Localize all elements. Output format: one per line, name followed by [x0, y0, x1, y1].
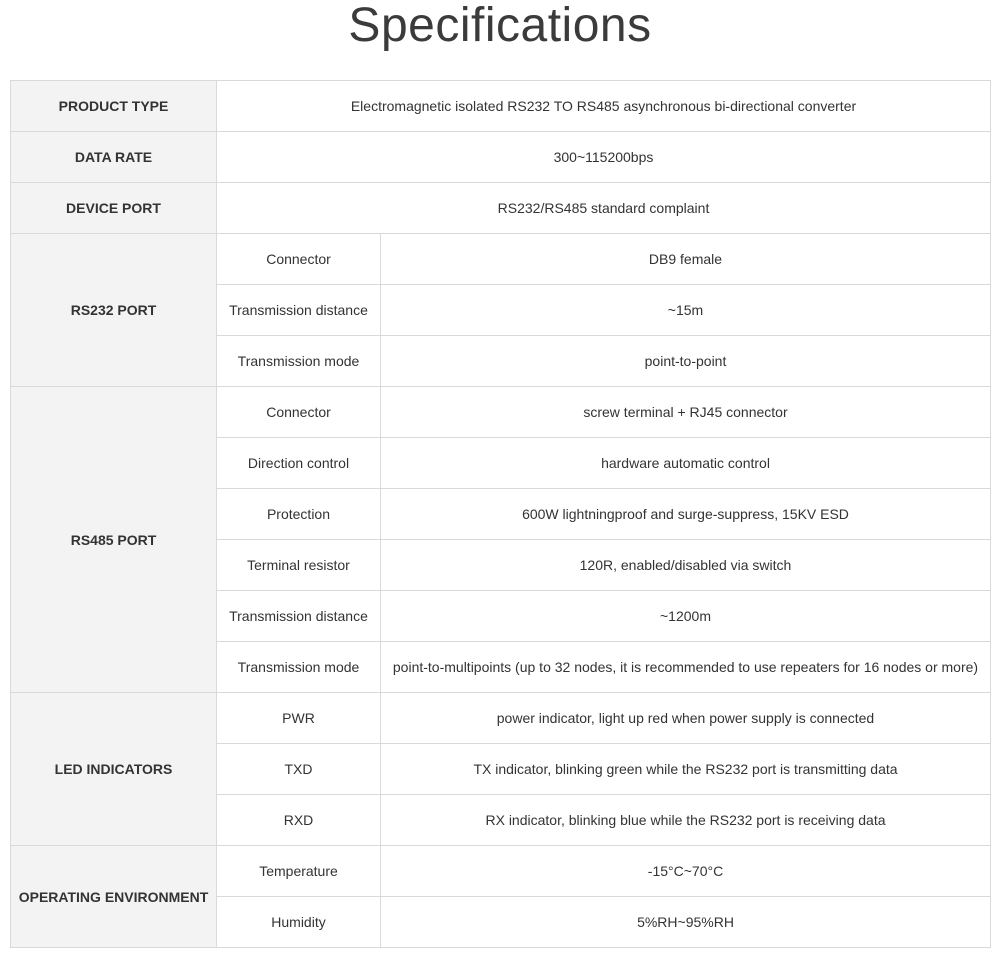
category-led-indicators: LED INDICATORS — [11, 693, 217, 846]
spec-key: Temperature — [217, 846, 381, 897]
category-product-type: PRODUCT TYPE — [11, 81, 217, 132]
table-row — [11, 846, 991, 897]
spec-value: hardware automatic control — [381, 438, 991, 489]
spec-key: Transmission distance — [217, 285, 381, 336]
table-row — [11, 132, 991, 183]
spec-value: power indicator, light up red when power supply is connected — [381, 693, 991, 744]
spec-value: DB9 female — [381, 234, 991, 285]
spec-value: 600W lightningproof and surge-suppress, 15KV ESD — [381, 489, 991, 540]
spec-key: Transmission mode — [217, 642, 381, 693]
spec-key: Humidity — [217, 897, 381, 948]
spec-value: -15°C~70°C — [381, 846, 991, 897]
spec-key: Terminal resistor — [217, 540, 381, 591]
category-rs232-port: RS232 PORT — [11, 234, 217, 387]
spec-value: Electromagnetic isolated RS232 TO RS485 asynchronous bi-directional converter — [217, 81, 991, 132]
table-row — [11, 693, 991, 744]
spec-value: 5%RH~95%RH — [381, 897, 991, 948]
category-operating-environment: OPERATING ENVIRONMENT — [11, 846, 217, 948]
spec-value: 120R, enabled/disabled via switch — [381, 540, 991, 591]
category-data-rate: DATA RATE — [11, 132, 217, 183]
spec-value: RX indicator, blinking blue while the RS232 port is receiving data — [381, 795, 991, 846]
table-row — [11, 234, 991, 285]
spec-value: screw terminal + RJ45 connector — [381, 387, 991, 438]
spec-key: Transmission mode — [217, 336, 381, 387]
spec-key: Protection — [217, 489, 381, 540]
spec-key: Transmission distance — [217, 591, 381, 642]
spec-value: ~15m — [381, 285, 991, 336]
spec-value: RS232/RS485 standard complaint — [217, 183, 991, 234]
spec-key: TXD — [217, 744, 381, 795]
table-row — [11, 183, 991, 234]
specifications-table — [10, 80, 991, 948]
category-device-port: DEVICE PORT — [11, 183, 217, 234]
table-row — [11, 387, 991, 438]
spec-key: Direction control — [217, 438, 381, 489]
spec-key: Connector — [217, 234, 381, 285]
spec-value: point-to-multipoints (up to 32 nodes, it is recommended to use repeaters for 16 nodes or more) — [381, 642, 991, 693]
page-title: Specifications — [348, 0, 652, 52]
spec-value: 300~115200bps — [217, 132, 991, 183]
spec-value: point-to-point — [381, 336, 991, 387]
spec-key: RXD — [217, 795, 381, 846]
spec-key: Connector — [217, 387, 381, 438]
table-row — [11, 81, 991, 132]
spec-key: PWR — [217, 693, 381, 744]
spec-value: ~1200m — [381, 591, 991, 642]
category-rs485-port: RS485 PORT — [11, 387, 217, 693]
spec-value: TX indicator, blinking green while the RS232 port is transmitting data — [381, 744, 991, 795]
